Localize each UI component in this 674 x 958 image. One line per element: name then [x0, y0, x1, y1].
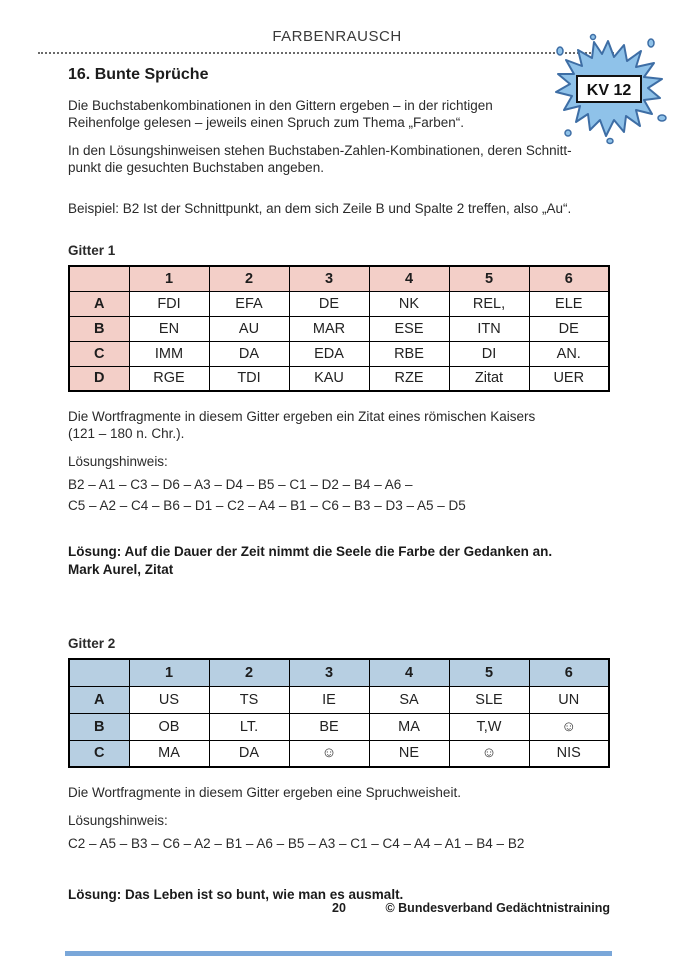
grid-cell: UN [529, 686, 609, 713]
page-footer [68, 901, 610, 917]
column-header: 3 [289, 266, 369, 291]
corner-cell [69, 659, 129, 686]
gitter2-solution: Lösung: Das Leben ist so bunt, wie man es ausmalt. [68, 887, 404, 902]
grid-cell: IMM [129, 341, 209, 366]
grid-cell: REL, [449, 291, 529, 316]
grid-cell: RGE [129, 366, 209, 391]
intro2-line2: punkt die gesuchten Buchstaben angeben. [68, 160, 324, 175]
copyright-text: © Bundesverband Gedächtnistraining [385, 901, 610, 915]
gitter1-desc-line1: Die Wortfragmente in diesem Gitter ergeben ein Zitat eines römischen Kaisers [68, 409, 536, 424]
grid-cell smiley-cell: ☺ [529, 713, 609, 740]
grid-cell: KAU [289, 366, 369, 391]
gitter2-label: Gitter 2 [68, 636, 116, 651]
grid-cell: EFA [209, 291, 289, 316]
gitter1-table [68, 265, 610, 392]
worksheet-content [68, 60, 610, 903]
grid-cell: FDI [129, 291, 209, 316]
example-text: Beispiel: B2 Ist der Schnittpunkt, an dem sich Zeile B und Spalte 2 treffen, also „Au“. [68, 201, 572, 216]
intro2-line1: In den Lösungshinweisen stehen Buchstaben-Zahlen-Kombinationen, deren Schnitt- [68, 143, 572, 158]
grid-cell: ESE [369, 316, 449, 341]
grid-cell: ELE [529, 291, 609, 316]
grid-cell: EN [129, 316, 209, 341]
row-label: A [69, 686, 129, 713]
grid-cell smiley-cell: ☺ [449, 740, 529, 767]
table-row [69, 316, 609, 341]
row-label: B [69, 713, 129, 740]
grid-cell: OB [129, 713, 209, 740]
gitter2-hint-label: Lösungshinweis: [68, 813, 168, 828]
gitter1-hint-sequence [68, 474, 610, 516]
grid-cell: SA [369, 686, 449, 713]
row-label: C [69, 740, 129, 767]
grid-cell: EDA [289, 341, 369, 366]
gitter1-description [68, 408, 610, 442]
column-header: 4 [369, 659, 449, 686]
table-row [69, 291, 609, 316]
intro-paragraph-1 [68, 97, 610, 131]
grid-cell: AN. [529, 341, 609, 366]
gitter2-hint-sequence: C2 – A5 – B3 – C6 – A2 – B1 – A6 – B5 – A3 – C1 – C4 – A4 – A1 – B4 – B2 [68, 836, 525, 851]
gitter2-table [68, 658, 610, 768]
grid-cell: DE [289, 291, 369, 316]
header-divider [38, 52, 614, 54]
grid-cell: DI [449, 341, 529, 366]
row-label: C [69, 341, 129, 366]
grid-cell: SLE [449, 686, 529, 713]
grid-cell: DA [209, 740, 289, 767]
grid-cell: TDI [209, 366, 289, 391]
column-header: 2 [209, 266, 289, 291]
kv-badge-label: KV 12 [586, 82, 632, 99]
column-header: 5 [449, 659, 529, 686]
grid-cell: TS [209, 686, 289, 713]
row-label: D [69, 366, 129, 391]
corner-cell [69, 266, 129, 291]
gitter1-desc-line2: (121 – 180 n. Chr.). [68, 426, 185, 441]
page-header-title: FARBENRAUSCH [272, 28, 402, 45]
grid-cell: US [129, 686, 209, 713]
paint-splash-icon [548, 33, 668, 145]
grid-cell: MAR [289, 316, 369, 341]
gitter1-label: Gitter 1 [68, 243, 116, 258]
grid-cell: RZE [369, 366, 449, 391]
gitter2-description: Die Wortfragmente in diesem Gitter ergeben eine Spruchweisheit. [68, 785, 461, 800]
gitter2-header-row [69, 659, 609, 686]
grid-cell: MA [129, 740, 209, 767]
grid-cell: LT. [209, 713, 289, 740]
table-row [69, 686, 609, 713]
column-header: 4 [369, 266, 449, 291]
intro-paragraph-2 [68, 142, 610, 176]
bottom-accent-bar [65, 951, 612, 956]
grid-cell: IE [289, 686, 369, 713]
grid-cell: NK [369, 291, 449, 316]
grid-cell: RBE [369, 341, 449, 366]
grid-cell: DE [529, 316, 609, 341]
kv-badge [548, 33, 668, 145]
table-row [69, 740, 609, 767]
grid-cell: DA [209, 341, 289, 366]
table-row [69, 341, 609, 366]
table-row [69, 366, 609, 391]
gitter1-solution-line2: Mark Aurel, Zitat [68, 561, 174, 577]
intro1-line1: Die Buchstabenkombinationen in den Gittern ergeben – in der richtigen [68, 98, 493, 113]
grid-cell: T,W [449, 713, 529, 740]
page-number: 20 [332, 901, 346, 915]
row-label: A [69, 291, 129, 316]
grid-cell: UER [529, 366, 609, 391]
column-header: 5 [449, 266, 529, 291]
grid-cell smiley-cell: ☺ [289, 740, 369, 767]
row-label: B [69, 316, 129, 341]
gitter1-solution-line1: Lösung: Auf die Dauer der Zeit nimmt die Seele die Farbe der Gedanken an. [68, 544, 553, 559]
column-header: 1 [129, 266, 209, 291]
column-header: 1 [129, 659, 209, 686]
intro1-line2: Reihenfolge gelesen – jeweils einen Spruch zum Thema „Farben“. [68, 115, 464, 130]
gitter1-hint-line2: C5 – A2 – C4 – B6 – D1 – C2 – A4 – B1 – C6 – B3 – D3 – A5 – D5 [68, 498, 466, 513]
grid-cell: AU [209, 316, 289, 341]
table-row [69, 713, 609, 740]
gitter1-hint-label: Lösungshinweis: [68, 454, 168, 469]
gitter1-header-row [69, 266, 609, 291]
grid-cell: NIS [529, 740, 609, 767]
column-header: 6 [529, 659, 609, 686]
grid-cell: ITN [449, 316, 529, 341]
section-title: 16. Bunte Sprüche [68, 66, 209, 83]
column-header: 6 [529, 266, 609, 291]
grid-cell: NE [369, 740, 449, 767]
grid-cell: MA [369, 713, 449, 740]
gitter1-solution [68, 543, 610, 578]
column-header: 3 [289, 659, 369, 686]
gitter1-hint-line1: B2 – A1 – C3 – D6 – A3 – D4 – B5 – C1 – D2 – B4 – A6 – [68, 477, 413, 492]
grid-cell: Zitat [449, 366, 529, 391]
grid-cell: BE [289, 713, 369, 740]
column-header: 2 [209, 659, 289, 686]
